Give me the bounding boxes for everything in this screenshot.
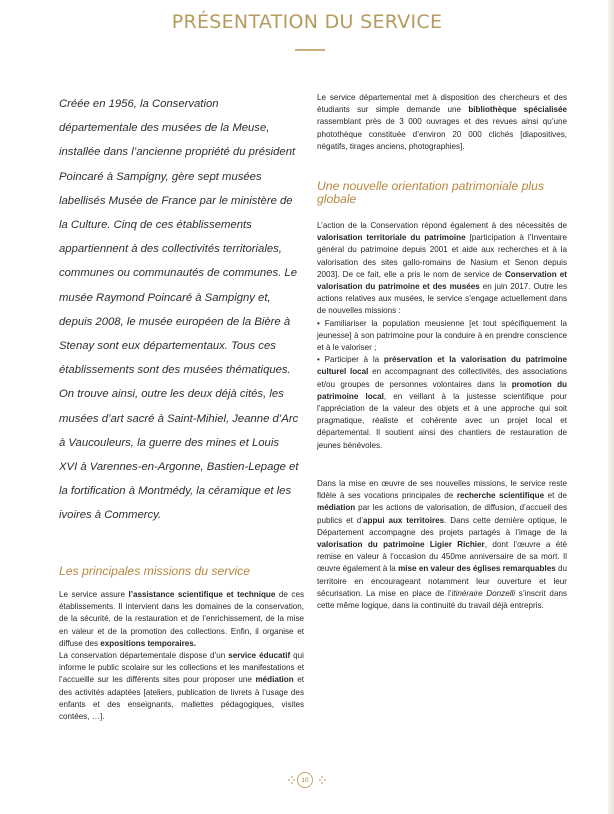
intro-paragraph	[59, 92, 299, 528]
orientation-paragraph-2: Dans la mise en œuvre de ses nouvelles missions, le service reste fidèle à ses vocations principales de recherche scientifique et de médiation par les actions de valorisation, de diffusion, d’accueil des publics et d’appui aux territoires. Dans cette dernière optique, le Département accompagne des projets partagés à l’image de la valorisation du patrimoine Ligier Richier, dont l’œuvre a été remise en valeur à l’occasion du 450me anniversaire de sa mort. Il œuvre également à la mise en valeur des églises remarquables du territoire en encourageant notamment leur ouverture et leur sécurisation. La mise en place de l’itinéraire Donzelli s’inscrit dans cette même logique, dans la continuité du travail déjà entrepris.	[317, 479, 568, 611]
missions-text	[59, 589, 304, 723]
orientation-text	[317, 220, 567, 452]
library-text	[317, 92, 567, 153]
orientation-bullet-2: • Participer à la préservation et la valorisation du patrimoine culturel local en accompagnant des collectivités, des associations et/ou groupes de personnes volontaires dans la promotion du patrimoine local, en veillant à la justesse scientifique pour l’appréciation de la valeur des objets et à une approche qui soit pragmatique, réaliste et cohérente avec un projet local et départemental. Il soutient ainsi des chantiers de restauration de jeunes bénévoles.	[317, 355, 567, 450]
title-underline	[295, 49, 325, 51]
orientation-paragraph-1: L’action de la Conservation répond également à des nécessités de valorisation territoriale du patrimoine [participation à l’Inventaire général du patrimoine depuis 2001 et aide aux recherches et à la valorisation des sites gallo-romains de Nasium et Senon depuis 2003]. De ce fait, elle a pris le nom de service de Conservation et valorisation du patrimoine et des musées en juin 2017. Outre les actions relatives aux musées, le service s’engage actuellement dans de nouvelles missions :	[317, 221, 567, 316]
orientation-heading: Une nouvelle orientation patrimoniale plus globale	[317, 179, 544, 206]
orientation-text-2	[317, 478, 567, 612]
page-title: PRÉSENTATION DU SERVICE	[171, 11, 443, 33]
missions-heading: Les principales missions du service	[59, 564, 251, 578]
missions-paragraph-1: Le service assure l’assistance scientifique et technique de ces établissements. Il intervient dans les domaines de la conservation, de la sécurité, de la restauration et de l’enrichissement, de la mise en valeur et de la promotion des collections. Enfin, il organise et diffuse des expositions temporaires.	[59, 590, 304, 648]
orientation-bullet-1: • Familiariser la population meusienne [et tout spécifiquement la jeunesse] à son patrimoine pour la conduire à en prendre conscience et à le valoriser ;	[317, 318, 567, 353]
missions-paragraph-2: La conservation départementale dispose d’un service éducatif qui informe le public scolaire sur les collections et les manifestations et l’accueille sur les différents sites pour proposer une médiation et des activités adaptées [ateliers, publication de livrets à l’usage des enfants et des enseignants, mallettes pédagogiques, visites contées, …].	[59, 651, 304, 722]
page-edge-shadow	[608, 0, 614, 814]
page-footer	[0, 770, 614, 790]
library-paragraph: Le service départemental met à disposition des chercheurs et des étudiants sur simple demande une bibliothèque spécialisée rassemblant près de 3 000 ouvrages et des revues ainsi qu’une photothèque constituée d’environ 20 000 clichés [diapositives, négatifs, tirages anciens, photographies].	[317, 93, 567, 151]
page-number: 10	[297, 772, 313, 788]
intro-text: Créée en 1956, la Conservation départementale des musées de la Meuse, installée dans l’ancienne propriété du président Poincaré à Sampigny, gère sept musées labellisés Musée de France par le ministère de la Culture. Cinq de ces établissements appartiennent à des collectivités territoriales, communes ou communautés de communes. Le musée Raymond Poincaré à Sampigny et, depuis 2008, le musée européen de la Bière à Stenay sont eux départementaux. Tous ces établissements sont des musées thématiques. On trouve ainsi, outre les deux déjà cités, les musées d’art sacré à Saint-Mihiel, Jeanne d’Arc à Vaucouleurs, la guerre des mines et Louis XVI à Varennes-en-Argonne, Bastien-Lepage et la fortification à Montmédy, la céramique et les ivoires à Commercy.	[59, 98, 299, 522]
